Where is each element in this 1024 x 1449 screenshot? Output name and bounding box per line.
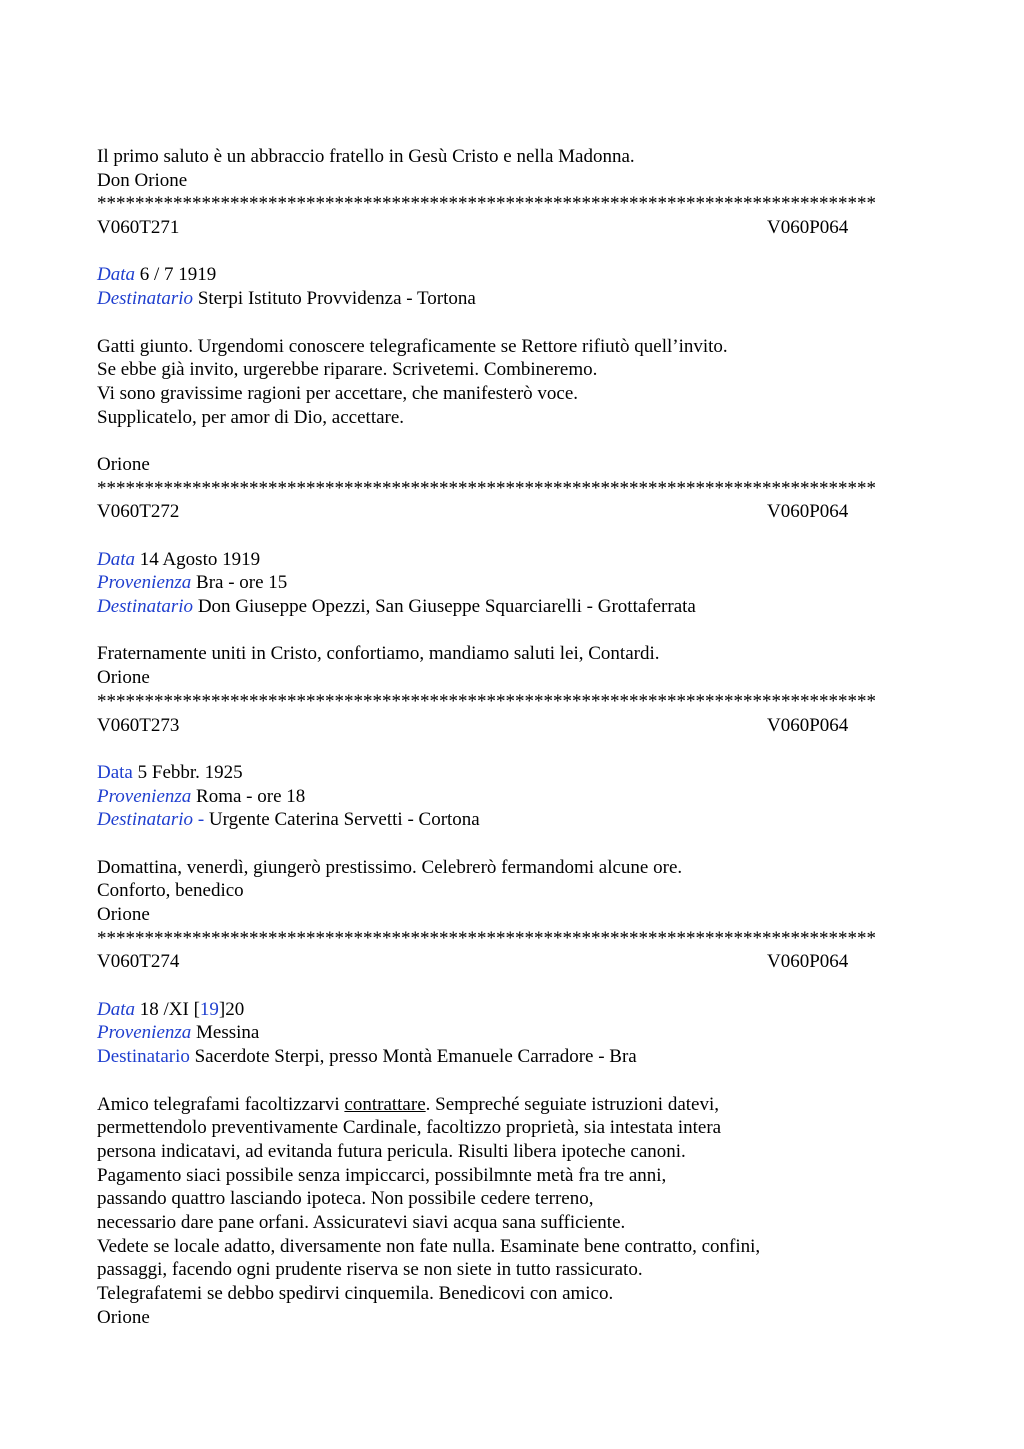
entry-date: Data 14 Agosto 1919 — [97, 548, 261, 570]
entry-page: V060P064 — [767, 217, 849, 239]
body-line: Telegrafatemi se debbo spedirvi cinquemila. Benedicovi con amico. — [97, 1283, 614, 1304]
separator: ********************************************************************************** — [97, 193, 876, 215]
separator: ********************************************************************************** — [97, 690, 876, 712]
entry-recipient: Destinatario Sacerdote Sterpi, presso Montà Emanuele Carradore - Bra — [97, 1046, 637, 1068]
body-line: Fraternamente uniti in Cristo, confortiamo, mandiamo saluti lei, Contardi. — [97, 643, 660, 665]
entry-date: Data 6 / 7 1919 — [97, 264, 217, 286]
entry-id-row — [97, 500, 927, 524]
entry-signature: Orione — [97, 667, 150, 689]
entry-id-row — [97, 950, 927, 974]
body-line: Vi sono gravissime ragioni per accettare, che manifesterò voce. — [97, 382, 579, 404]
body-line: permettendolo preventivamente Cardinale, facoltizzo proprietà, sia intestata intera — [97, 1117, 722, 1139]
body-line: Supplicatelo, per amor di Dio, accettare. — [97, 406, 405, 428]
entry-id: V060T271 — [97, 217, 180, 239]
entry-origin: Provenienza Bra - ore 15 — [97, 572, 288, 594]
entry-signature: Orione — [97, 1306, 150, 1328]
entry-page: V060P064 — [767, 951, 849, 973]
body-line: Pagamento siaci possibile senza impiccarci, possibilmnte metà fra tre anni, — [97, 1164, 667, 1186]
entry-id-row — [97, 714, 927, 738]
label-data: Data — [97, 264, 135, 286]
entry-recipient: Destinatario - Urgente Caterina Servetti - Cortona — [97, 809, 480, 831]
entry-recipient: Destinatario Don Giuseppe Opezzi, San Giuseppe Squarciarelli - Grottaferrata — [97, 596, 696, 618]
separator: ********************************************************************************** — [97, 927, 876, 949]
body-line: necessario dare pane orfani. Assicuratevi siavi acqua sana sufficiente. — [97, 1211, 626, 1233]
intro-line: Il primo saluto è un abbraccio fratello in Gesù Cristo e nella Madonna. — [97, 146, 635, 167]
entry-signature: Orione — [97, 904, 150, 925]
body-line: Se ebbe già invito, urgerebbe riparare. Scrivetemi. Combineremo. — [97, 359, 598, 381]
entry-signature: Orione — [97, 453, 150, 475]
entry-page: V060P064 — [767, 501, 849, 523]
entry-origin: Provenienza Messina — [97, 1022, 260, 1044]
entry-date: Data 5 Febbr. 1925 — [97, 761, 243, 783]
label-provenienza: Provenienza — [97, 572, 192, 594]
label-destinatario: Destinatario — [97, 288, 194, 310]
entry-page: V060P064 — [767, 714, 849, 736]
entry-id: V060T273 — [97, 714, 180, 736]
body-line: Amico telegrafami facoltizzarvi contrattare. Sempreché seguiate istruzioni datevi, — [97, 1093, 719, 1115]
body-line: Vedete se locale adatto, diversamente non fate nulla. Esaminate bene contratto, confini, — [97, 1235, 761, 1257]
body-line: persona indicatavi, ad evitanda futura pericula. Risulti libera ipoteche canoni. — [97, 1140, 686, 1162]
entry-id: V060T274 — [97, 951, 180, 973]
body-line: Conforto, benedico — [97, 880, 244, 902]
entry-recipient: Destinatario Sterpi Istituto Provvidenza - Tortona — [97, 288, 476, 310]
entry-id-row — [97, 216, 927, 240]
entry-date: Data 18 /XI [19]20 — [97, 998, 245, 1020]
separator: ********************************************************************************** — [97, 477, 876, 499]
body-line: Domattina, venerdì, giungerò prestissimo. Celebrerò fermandomi alcune ore. — [97, 856, 683, 878]
body-line: Gatti giunto. Urgendomi conoscere telegraficamente se Rettore rifiutò quell’invito. — [97, 335, 728, 357]
body-line: passando quattro lasciando ipoteca. Non possibile cedere terreno, — [97, 1188, 594, 1210]
body-line: passaggi, facendo ogni prudente riserva se non siete in tutto rassicurato. — [97, 1259, 643, 1281]
document-page — [97, 145, 927, 1329]
entry-origin: Provenienza Roma - ore 18 — [97, 785, 306, 807]
intro-signature: Don Orione — [97, 169, 188, 191]
entry-id: V060T272 — [97, 501, 180, 523]
